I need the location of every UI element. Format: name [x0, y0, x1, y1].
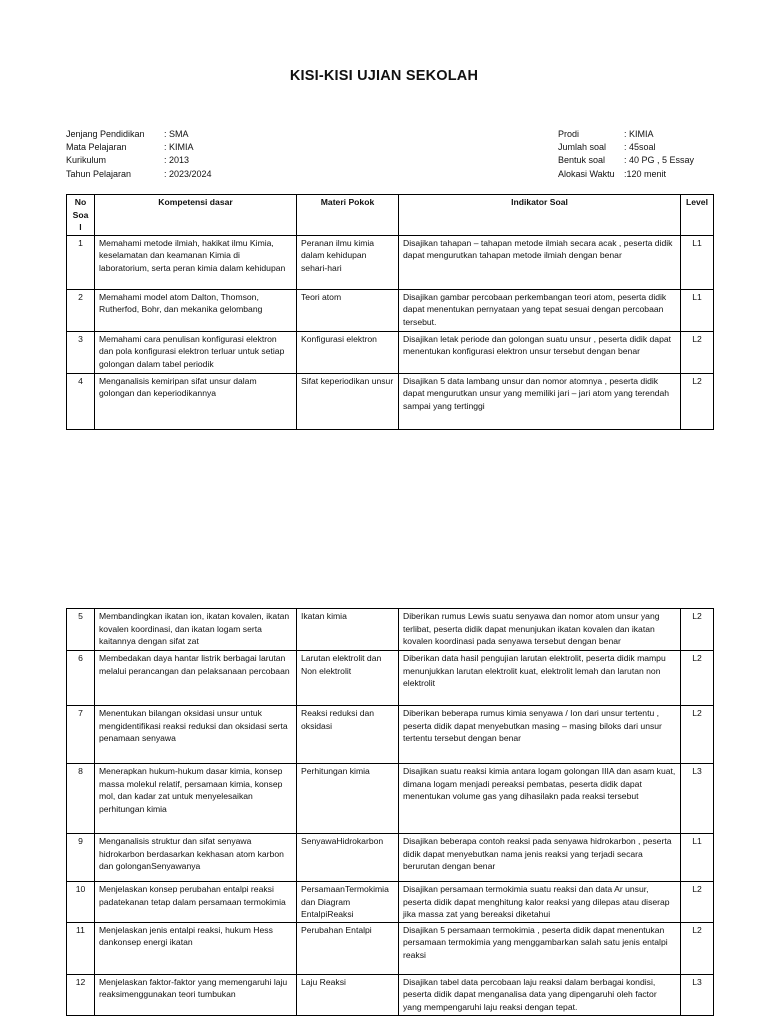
cell-materi-pokok: Sifat keperiodikan unsur — [297, 373, 399, 429]
meta-value: : KIMIA — [164, 142, 194, 153]
header-no: No Soa l — [67, 195, 95, 236]
document-title: KISI-KISI UJIAN SEKOLAH — [289, 68, 479, 84]
cell-materi-pokok: Ikatan kimia — [297, 609, 399, 651]
cell-no: 1 — [67, 235, 95, 289]
table-row — [67, 331, 714, 373]
table-row — [67, 609, 714, 651]
cell-no: 4 — [67, 373, 95, 429]
cell-level: L1 — [681, 834, 714, 882]
meta-row — [66, 154, 212, 167]
cell-indikator-soal: Diberikan beberapa rumus kimia senyawa / Ion dari unsur tertentu , peserta didik dapat menyebutkan masing – masing biloks dari unsur tertentu tersebut dengan benar — [399, 706, 681, 764]
cell-level: L3 — [681, 974, 714, 1015]
kisi-table-page-2 — [66, 608, 714, 1016]
meta-key: Jumlah soal — [558, 142, 607, 153]
header-kompetensi-dasar: Kompetensi dasar — [95, 195, 297, 236]
cell-indikator-soal: Diberikan rumus Lewis suatu senyawa dan nomor atom unsur yang terlibat, peserta didik dapat menunjukan ikatan kovalen dan ikatan kovalen koordinasi pada senyawa tersebut dengan benar — [399, 609, 681, 651]
cell-indikator-soal: Disajikan tabel data percobaan laju reaksi dalam berbagai kondisi, peserta didik dapat menganalisa data yang dipengaruhi oleh factor yang mempengaruhi laju reaksi dengan tepat. — [399, 974, 681, 1015]
cell-indikator-soal: Disajikan gambar percobaan perkembangan teori atom, peserta didik dapat menentukan pernyataan yang tepat sesuai dengan percobaan tersebut. — [399, 289, 681, 331]
meta-key: Prodi — [558, 129, 580, 139]
cell-materi-pokok: Laju Reaksi — [297, 974, 399, 1015]
cell-materi-pokok: Konfigurasi elektron — [297, 331, 399, 373]
cell-indikator-soal: Disajikan 5 persamaan termokimia , peserta didik dapat menentukan persamaan termokimia yang menggambarkan salah satu jenis entalpi reaksi — [399, 922, 681, 974]
table-row — [67, 882, 714, 923]
meta-row — [558, 154, 694, 167]
table-row — [67, 974, 714, 1015]
cell-no: 11 — [67, 922, 95, 974]
cell-materi-pokok: Peranan ilmu kimia dalam kehidupan sehari-hari — [297, 235, 399, 289]
meta-key: Tahun Pelajaran — [66, 168, 132, 179]
meta-value: : 2013 — [164, 155, 190, 166]
table-row — [67, 922, 714, 974]
meta-value: : KIMIA — [624, 129, 654, 139]
table-row — [67, 764, 714, 834]
meta-row — [558, 168, 694, 181]
cell-materi-pokok: SenyawaHidrokarbon — [297, 834, 399, 882]
header-level: Level — [681, 195, 714, 236]
cell-no: 7 — [67, 706, 95, 764]
cell-materi-pokok: Perubahan Entalpi — [297, 922, 399, 974]
meta-row — [558, 141, 694, 154]
cell-no: 12 — [67, 974, 95, 1015]
meta-row — [66, 168, 212, 181]
cell-indikator-soal: Disajikan 5 data lambang unsur dan nomor atomnya , peserta didik dapat mengurutkan unsur yang memiliki jari – jari atom yang terendah sampai yang tertinggi — [399, 373, 681, 429]
cell-level: L1 — [681, 289, 714, 331]
meta-key: Bentuk soal — [558, 155, 606, 166]
cell-indikator-soal: Disajikan beberapa contoh reaksi pada senyawa hidrokarbon , peserta didik dapat menyebutkan nama jenis reaksi yang terjadi secara berurutan dengan benar — [399, 834, 681, 882]
cell-kompetensi-dasar: Menganalisis struktur dan sifat senyawa hidrokarbon berdasarkan kekhasan atom karbon dan golonganSenyawanya — [95, 834, 297, 882]
table-row — [67, 373, 714, 429]
cell-level: L2 — [681, 651, 714, 706]
meta-value: : 45soal — [624, 142, 656, 153]
meta-row — [558, 128, 694, 141]
cell-level: L2 — [681, 373, 714, 429]
meta-value: : 40 PG , 5 Essay — [624, 155, 695, 166]
cell-kompetensi-dasar: Menganalisis kemiripan sifat unsur dalam golongan dan keperiodikannya — [95, 373, 297, 429]
cell-kompetensi-dasar: Menjelaskan jenis entalpi reaksi, hukum Hess dankonsep energi ikatan — [95, 922, 297, 974]
cell-materi-pokok: PersamaanTermokimia dan Diagram EntalpiReaksi — [297, 882, 399, 923]
meta-row — [66, 128, 212, 141]
cell-kompetensi-dasar: Menjelaskan konsep perubahan entalpi reaksi padatekanan tetap dalam persamaan termokimia — [95, 882, 297, 923]
cell-level: L2 — [681, 331, 714, 373]
cell-kompetensi-dasar: Memahami model atom Dalton, Thomson, Rutherfod, Bohr, dan mekanika gelombang — [95, 289, 297, 331]
cell-level: L2 — [681, 882, 714, 923]
cell-level: L2 — [681, 922, 714, 974]
cell-level: L2 — [681, 706, 714, 764]
table-row — [67, 651, 714, 706]
cell-materi-pokok: Teori atom — [297, 289, 399, 331]
meta-value: : SMA — [164, 129, 189, 139]
cell-kompetensi-dasar: Memahami metode ilmiah, hakikat ilmu Kimia, keselamatan dan keamanan Kimia di laboratorium, serta peran kimia dalam kehidupan — [95, 235, 297, 289]
cell-no: 2 — [67, 289, 95, 331]
table-row — [67, 289, 714, 331]
cell-materi-pokok: Larutan elektrolit dan Non elektrolit — [297, 651, 399, 706]
cell-indikator-soal: Disajikan letak periode dan golongan suatu unsur , peserta didik dapat menentukan konfigurasi elektron unsur tersebut dengan benar — [399, 331, 681, 373]
meta-row — [66, 141, 212, 154]
header-materi-pokok: Materi Pokok — [297, 195, 399, 236]
meta-key: Alokasi Waktu — [558, 168, 615, 179]
meta-right — [558, 128, 694, 181]
cell-kompetensi-dasar: Menentukan bilangan oksidasi unsur untuk mengidentifikasi reaksi reduksi dan oksidasi serta penamaan senyawa — [95, 706, 297, 764]
cell-no: 8 — [67, 764, 95, 834]
cell-level: L2 — [681, 609, 714, 651]
header-indikator-soal: Indikator Soal — [399, 195, 681, 236]
table-row — [67, 235, 714, 289]
table-header-row — [67, 195, 714, 236]
cell-indikator-soal: Disajikan suatu reaksi kimia antara logam golongan IIIA dan asam kuat, dimana logam menjadi pereaksi pembatas, peserta didik dapat menentukan volume gas yang dihasilakn pada reaksi tersebut — [399, 764, 681, 834]
cell-indikator-soal: Disajikan persamaan termokimia suatu reaksi dan data Ar unsur, peserta didik dapat menghitung kalor reaksi yang dilepas atau diserap jika massa zat yang bereaksi diketahui — [399, 882, 681, 923]
table-row — [67, 834, 714, 882]
cell-no: 9 — [67, 834, 95, 882]
cell-kompetensi-dasar: Membedakan daya hantar listrik berbagai larutan melalui perancangan dan pelaksanaan percobaan — [95, 651, 297, 706]
cell-no: 10 — [67, 882, 95, 923]
cell-kompetensi-dasar: Menjelaskan faktor-faktor yang memengaruhi laju reaksimenggunakan teori tumbukan — [95, 974, 297, 1015]
cell-no: 6 — [67, 651, 95, 706]
meta-key: Mata Pelajaran — [66, 142, 127, 153]
cell-level: L1 — [681, 235, 714, 289]
cell-kompetensi-dasar: Membandingkan ikatan ion, ikatan kovalen, ikatan kovalen koordinasi, dan ikatan logam serta kaitannya dengan sifat zat — [95, 609, 297, 651]
cell-materi-pokok: Reaksi reduksi dan oksidasi — [297, 706, 399, 764]
cell-level: L3 — [681, 764, 714, 834]
cell-materi-pokok: Perhitungan kimia — [297, 764, 399, 834]
cell-indikator-soal: Diberikan data hasil pengujian larutan elektrolit, peserta didik mampu menunjukkan larutan elektrolit kuat, elektrolit lemah dan larutan non elektrolit — [399, 651, 681, 706]
meta-key: Jenjang Pendidikan — [66, 129, 145, 139]
cell-no: 5 — [67, 609, 95, 651]
meta-value: :120 menit — [624, 168, 667, 179]
meta-left — [66, 128, 212, 181]
meta-value: : 2023/2024 — [164, 168, 212, 179]
cell-kompetensi-dasar: Memahami cara penulisan konfigurasi elektron dan pola konfigurasi elektron terluar untuk setiap golongan dalam tabel periodik — [95, 331, 297, 373]
kisi-table-page-1 — [66, 194, 714, 430]
cell-no: 3 — [67, 331, 95, 373]
table-row — [67, 706, 714, 764]
cell-indikator-soal: Disajikan tahapan – tahapan metode ilmiah secara acak , peserta didik dapat mengurutkan tahapan metode ilmiah dengan benar — [399, 235, 681, 289]
cell-kompetensi-dasar: Menerapkan hukum-hukum dasar kimia, konsep massa molekul relatif, persamaan kimia, konsep mol, dan kadar zat untuk menyelesaikan perhitungan kimia — [95, 764, 297, 834]
meta-key: Kurikulum — [66, 155, 107, 166]
